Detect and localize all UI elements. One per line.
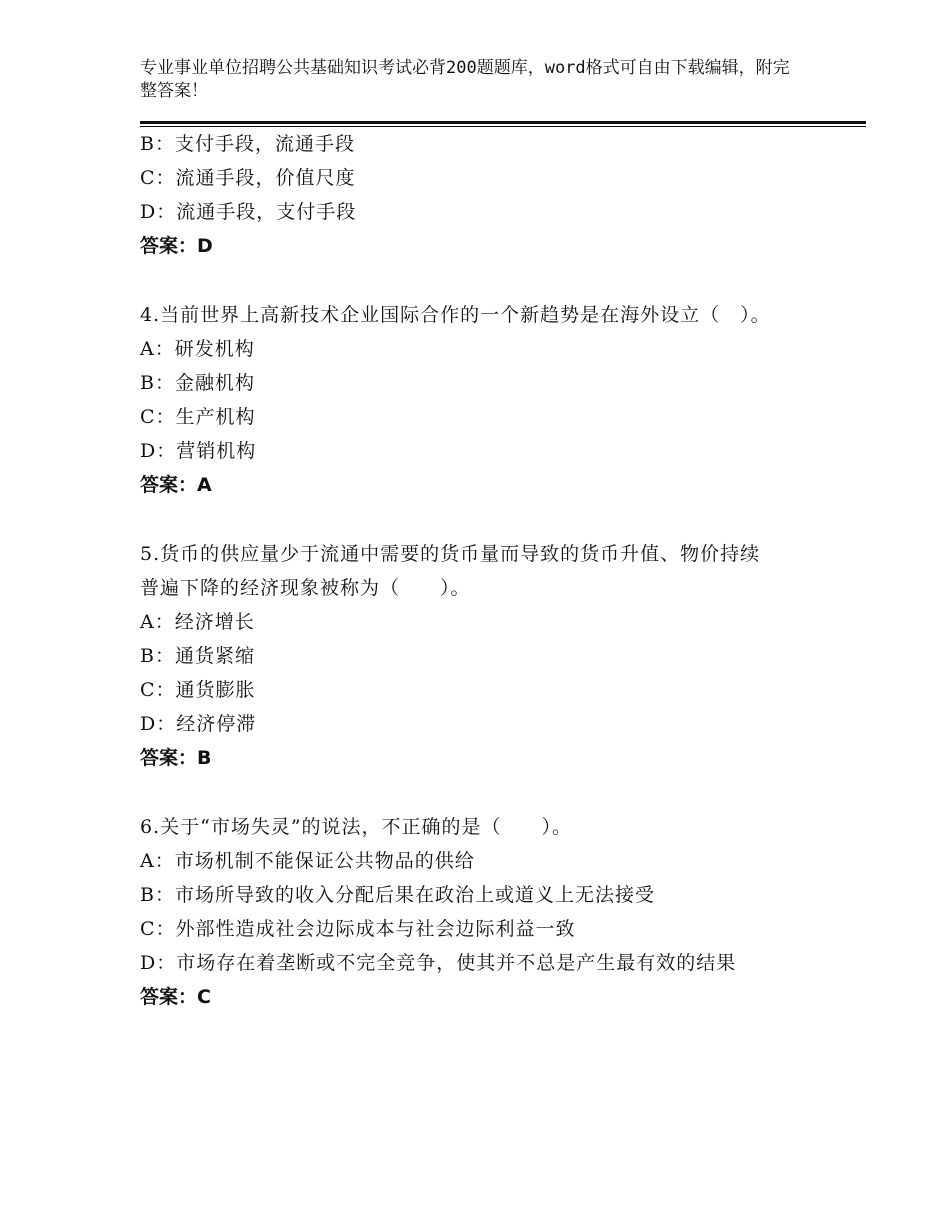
option-a: A：市场机制不能保证公共物品的供给 [140,850,475,872]
option-a: A：经济增长 [140,611,255,633]
option-b: B：支付手段，流通手段 [140,133,355,155]
document-header: 专业事业单位招聘公共基础知识考试必背200题题库，word格式可自由下载编辑，附完整答案！ [140,58,790,101]
option-a: A：研发机构 [140,338,255,360]
option-c: C：外部性造成社会边际成本与社会边际利益一致 [140,918,576,940]
option-d: D：市场存在着垄断或不完全竞争，使其并不总是产生最有效的结果 [140,952,737,974]
answer-line: 答案：D [140,235,213,257]
option-d: D：营销机构 [140,440,257,462]
answer-line: 答案：A [140,474,212,496]
question-4 [140,298,820,502]
question-stem: 4.当前世界上高新技术企业国际合作的一个新趋势是在海外设立（ ）。 [140,304,771,326]
header-rule-thick [140,121,866,124]
option-d: D：经济停滞 [140,713,257,735]
option-c: C：流通手段，价值尺度 [140,167,356,189]
option-d: D：流通手段，支付手段 [140,201,357,223]
option-b: B：金融机构 [140,372,255,394]
question-stem: 6.关于“市场失灵”的说法，不正确的是（ ）。 [140,816,573,838]
answer-line: 答案：C [140,986,211,1008]
spacer [140,263,820,298]
option-b: B：通货紧缩 [140,645,255,667]
answer-line: 答案：B [140,747,212,769]
question-5 [140,537,820,775]
question-list [140,127,820,1014]
spacer [140,502,820,537]
option-c: C：通货膨胀 [140,679,256,701]
question-3 [140,127,820,263]
option-b: B：市场所导致的收入分配后果在政治上或道义上无法接受 [140,884,655,906]
question-stem: 5.货币的供应量少于流通中需要的货币量而导致的货币升值、物价持续普遍下降的经济现象被称为（ ）。 [140,543,761,599]
question-6 [140,810,820,1014]
spacer [140,775,820,810]
option-c: C：生产机构 [140,406,256,428]
